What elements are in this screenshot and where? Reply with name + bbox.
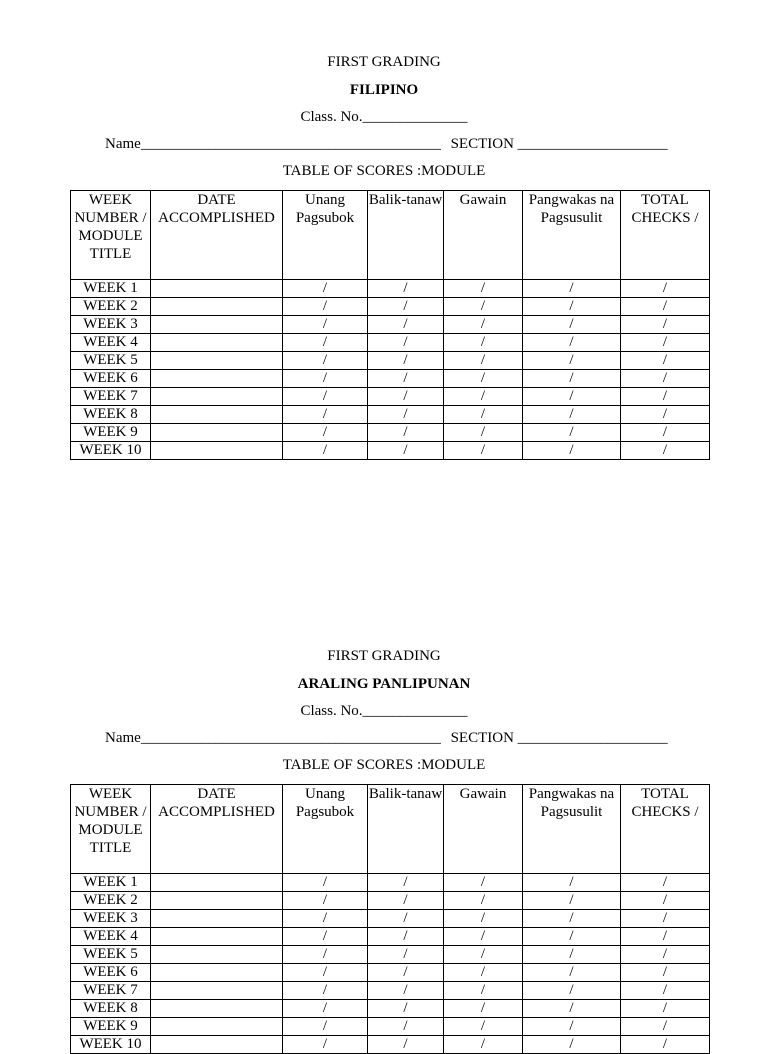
cell-balik-tanaw[interactable]: / [368,964,444,982]
cell-total-checks[interactable]: / [621,1000,710,1018]
cell-balik-tanaw[interactable]: / [368,1018,444,1036]
cell-balik-tanaw[interactable]: / [368,874,444,892]
cell-gawain[interactable]: / [444,1018,523,1036]
cell-balik-tanaw[interactable]: / [368,424,444,442]
cell-balik-tanaw[interactable]: / [368,406,444,424]
header-week-number: WEEK NUMBER / MODULE TITLE [71,191,151,280]
cell-date[interactable] [151,298,283,316]
cell-balik-tanaw[interactable]: / [368,352,444,370]
cell-week: WEEK 5 [71,946,151,964]
table-row [71,964,710,982]
cell-total-checks[interactable]: / [621,406,710,424]
cell-unang-pagsubok[interactable]: / [283,1018,368,1036]
cell-date[interactable] [151,334,283,352]
class-no-line: Class. No.______________ [300,703,468,719]
cell-balik-tanaw[interactable]: / [368,1000,444,1018]
cell-balik-tanaw[interactable]: / [368,442,444,460]
cell-date[interactable] [151,946,283,964]
table-title: TABLE OF SCORES :MODULE [282,757,486,773]
cell-gawain[interactable]: / [444,298,523,316]
cell-date[interactable] [151,316,283,334]
cell-week: WEEK 9 [71,1018,151,1036]
cell-week: WEEK 4 [71,928,151,946]
header-unang-pagsubok: Unang Pagsubok [283,191,368,280]
grading-heading: FIRST GRADING [327,648,441,664]
cell-unang-pagsubok[interactable]: / [283,892,368,910]
cell-balik-tanaw[interactable]: / [368,334,444,352]
cell-unang-pagsubok[interactable]: / [283,298,368,316]
cell-date[interactable] [151,910,283,928]
cell-pangwakas[interactable]: / [523,1036,621,1054]
cell-gawain[interactable]: / [444,388,523,406]
cell-total-checks[interactable]: / [621,910,710,928]
cell-date[interactable] [151,1018,283,1036]
cell-total-checks[interactable]: / [621,1018,710,1036]
cell-week: WEEK 8 [71,1000,151,1018]
cell-gawain[interactable]: / [444,370,523,388]
cell-gawain[interactable]: / [444,892,523,910]
header-total-checks: TOTAL CHECKS / [621,191,710,280]
table-row [71,928,710,946]
cell-unang-pagsubok[interactable]: / [283,424,368,442]
cell-unang-pagsubok[interactable]: / [283,352,368,370]
cell-unang-pagsubok[interactable]: / [283,928,368,946]
name-section-row [105,730,668,747]
cell-gawain[interactable]: / [444,442,523,460]
table-row [71,424,710,442]
cell-date[interactable] [151,874,283,892]
cell-balik-tanaw[interactable]: / [368,298,444,316]
cell-total-checks[interactable]: / [621,334,710,352]
cell-pangwakas[interactable]: / [523,442,621,460]
cell-week: WEEK 6 [71,370,151,388]
table-header [71,191,710,280]
cell-unang-pagsubok[interactable]: / [283,910,368,928]
cell-unang-pagsubok[interactable]: / [283,874,368,892]
cell-total-checks[interactable]: / [621,352,710,370]
cell-week: WEEK 1 [71,874,151,892]
cell-pangwakas[interactable]: / [523,910,621,928]
name-section-row [105,136,668,153]
cell-week: WEEK 3 [71,316,151,334]
table-row [71,1036,710,1054]
table-row [71,1018,710,1036]
cell-unang-pagsubok[interactable]: / [283,316,368,334]
subject-title: ARALING PANLIPUNAN [297,676,471,692]
table-row [71,370,710,388]
cell-total-checks[interactable]: / [621,946,710,964]
table-body [71,874,710,1054]
header-pangwakas: Pangwakas na Pagsusulit [523,785,621,874]
cell-gawain[interactable]: / [444,1036,523,1054]
name-line: Name________________________________________ [105,136,441,152]
cell-unang-pagsubok[interactable]: / [283,406,368,424]
cell-balik-tanaw[interactable]: / [368,388,444,406]
table-row [71,298,710,316]
table-row [71,1000,710,1018]
cell-date[interactable] [151,964,283,982]
table-row [71,946,710,964]
cell-total-checks[interactable]: / [621,442,710,460]
cell-total-checks[interactable]: / [621,280,710,298]
table-row [71,334,710,352]
cell-total-checks[interactable]: / [621,964,710,982]
cell-pangwakas[interactable]: / [523,316,621,334]
cell-balik-tanaw[interactable]: / [368,982,444,1000]
cell-date[interactable] [151,1036,283,1054]
cell-date[interactable] [151,442,283,460]
cell-week: WEEK 10 [71,442,151,460]
cell-date[interactable] [151,1000,283,1018]
cell-date[interactable] [151,370,283,388]
cell-pangwakas[interactable]: / [523,892,621,910]
table-row [71,280,710,298]
cell-pangwakas[interactable]: / [523,424,621,442]
cell-total-checks[interactable]: / [621,874,710,892]
table-row [71,388,710,406]
cell-total-checks[interactable]: / [621,388,710,406]
table-row [71,442,710,460]
cell-balik-tanaw[interactable]: / [368,370,444,388]
cell-date[interactable] [151,928,283,946]
subject-title: FILIPINO [349,82,419,98]
cell-total-checks[interactable]: / [621,298,710,316]
cell-gawain[interactable]: / [444,1000,523,1018]
cell-balik-tanaw[interactable]: / [368,892,444,910]
cell-week: WEEK 9 [71,424,151,442]
cell-gawain[interactable]: / [444,352,523,370]
cell-gawain[interactable]: / [444,964,523,982]
cell-balik-tanaw[interactable]: / [368,910,444,928]
cell-date[interactable] [151,424,283,442]
cell-week: WEEK 2 [71,892,151,910]
cell-gawain[interactable]: / [444,406,523,424]
cell-pangwakas[interactable]: / [523,370,621,388]
cell-unang-pagsubok[interactable]: / [283,280,368,298]
cell-date[interactable] [151,892,283,910]
header-total-checks: TOTAL CHECKS / [621,785,710,874]
table-body [71,280,710,460]
cell-date[interactable] [151,352,283,370]
cell-total-checks[interactable]: / [621,316,710,334]
table-header [71,785,710,874]
cell-week: WEEK 7 [71,982,151,1000]
cell-unang-pagsubok[interactable]: / [283,1036,368,1054]
scores-table [70,784,710,1054]
cell-week: WEEK 2 [71,298,151,316]
cell-total-checks[interactable]: / [621,982,710,1000]
name-line: Name________________________________________ [105,730,441,746]
cell-date[interactable] [151,982,283,1000]
cell-unang-pagsubok[interactable]: / [283,442,368,460]
cell-total-checks[interactable]: / [621,1036,710,1054]
cell-pangwakas[interactable]: / [523,1018,621,1036]
cell-balik-tanaw[interactable]: / [368,316,444,334]
cell-week: WEEK 4 [71,334,151,352]
cell-unang-pagsubok[interactable]: / [283,982,368,1000]
cell-week: WEEK 8 [71,406,151,424]
table-row [71,910,710,928]
grading-heading: FIRST GRADING [327,54,441,70]
table-row [71,352,710,370]
table-title: TABLE OF SCORES :MODULE [282,163,486,179]
cell-gawain[interactable]: / [444,280,523,298]
cell-unang-pagsubok[interactable]: / [283,946,368,964]
header-date-accomplished: DATE ACCOMPLISHED [151,191,283,280]
cell-pangwakas[interactable]: / [523,406,621,424]
cell-unang-pagsubok[interactable]: / [283,334,368,352]
cell-pangwakas[interactable]: / [523,298,621,316]
cell-balik-tanaw[interactable]: / [368,928,444,946]
header-balik-tanaw: Balik-tanaw [368,191,444,280]
cell-total-checks[interactable]: / [621,370,710,388]
table-row [71,874,710,892]
cell-balik-tanaw[interactable]: / [368,280,444,298]
cell-week: WEEK 6 [71,964,151,982]
table-row [71,316,710,334]
cell-gawain[interactable]: / [444,334,523,352]
header-balik-tanaw: Balik-tanaw [368,785,444,874]
cell-week: WEEK 1 [71,280,151,298]
cell-week: WEEK 10 [71,1036,151,1054]
cell-unang-pagsubok[interactable]: / [283,370,368,388]
cell-unang-pagsubok[interactable]: / [283,388,368,406]
cell-gawain[interactable]: / [444,910,523,928]
class-no-line: Class. No.______________ [300,109,468,125]
section-line: SECTION ____________________ [450,730,668,746]
cell-date[interactable] [151,406,283,424]
header-gawain: Gawain [444,191,523,280]
header-week-number: WEEK NUMBER / MODULE TITLE [71,785,151,874]
cell-date[interactable] [151,388,283,406]
header-date-accomplished: DATE ACCOMPLISHED [151,785,283,874]
cell-pangwakas[interactable]: / [523,388,621,406]
cell-total-checks[interactable]: / [621,892,710,910]
cell-gawain[interactable]: / [444,946,523,964]
table-row [71,982,710,1000]
cell-date[interactable] [151,280,283,298]
table-row [71,406,710,424]
cell-gawain[interactable]: / [444,424,523,442]
cell-week: WEEK 3 [71,910,151,928]
section-line: SECTION ____________________ [450,136,668,152]
cell-pangwakas[interactable]: / [523,334,621,352]
cell-pangwakas[interactable]: / [523,352,621,370]
cell-pangwakas[interactable]: / [523,280,621,298]
cell-gawain[interactable]: / [444,874,523,892]
cell-gawain[interactable]: / [444,928,523,946]
header-pangwakas: Pangwakas na Pagsusulit [523,191,621,280]
cell-total-checks[interactable]: / [621,928,710,946]
cell-pangwakas[interactable]: / [523,964,621,982]
cell-total-checks[interactable]: / [621,424,710,442]
cell-gawain[interactable]: / [444,316,523,334]
cell-pangwakas[interactable]: / [523,946,621,964]
cell-pangwakas[interactable]: / [523,874,621,892]
cell-pangwakas[interactable]: / [523,928,621,946]
cell-pangwakas[interactable]: / [523,1000,621,1018]
cell-gawain[interactable]: / [444,982,523,1000]
scores-table [70,190,710,460]
header-unang-pagsubok: Unang Pagsubok [283,785,368,874]
table-row [71,892,710,910]
cell-week: WEEK 7 [71,388,151,406]
cell-unang-pagsubok[interactable]: / [283,964,368,982]
cell-balik-tanaw[interactable]: / [368,1036,444,1054]
cell-pangwakas[interactable]: / [523,982,621,1000]
cell-balik-tanaw[interactable]: / [368,946,444,964]
cell-unang-pagsubok[interactable]: / [283,1000,368,1018]
header-gawain: Gawain [444,785,523,874]
cell-week: WEEK 5 [71,352,151,370]
